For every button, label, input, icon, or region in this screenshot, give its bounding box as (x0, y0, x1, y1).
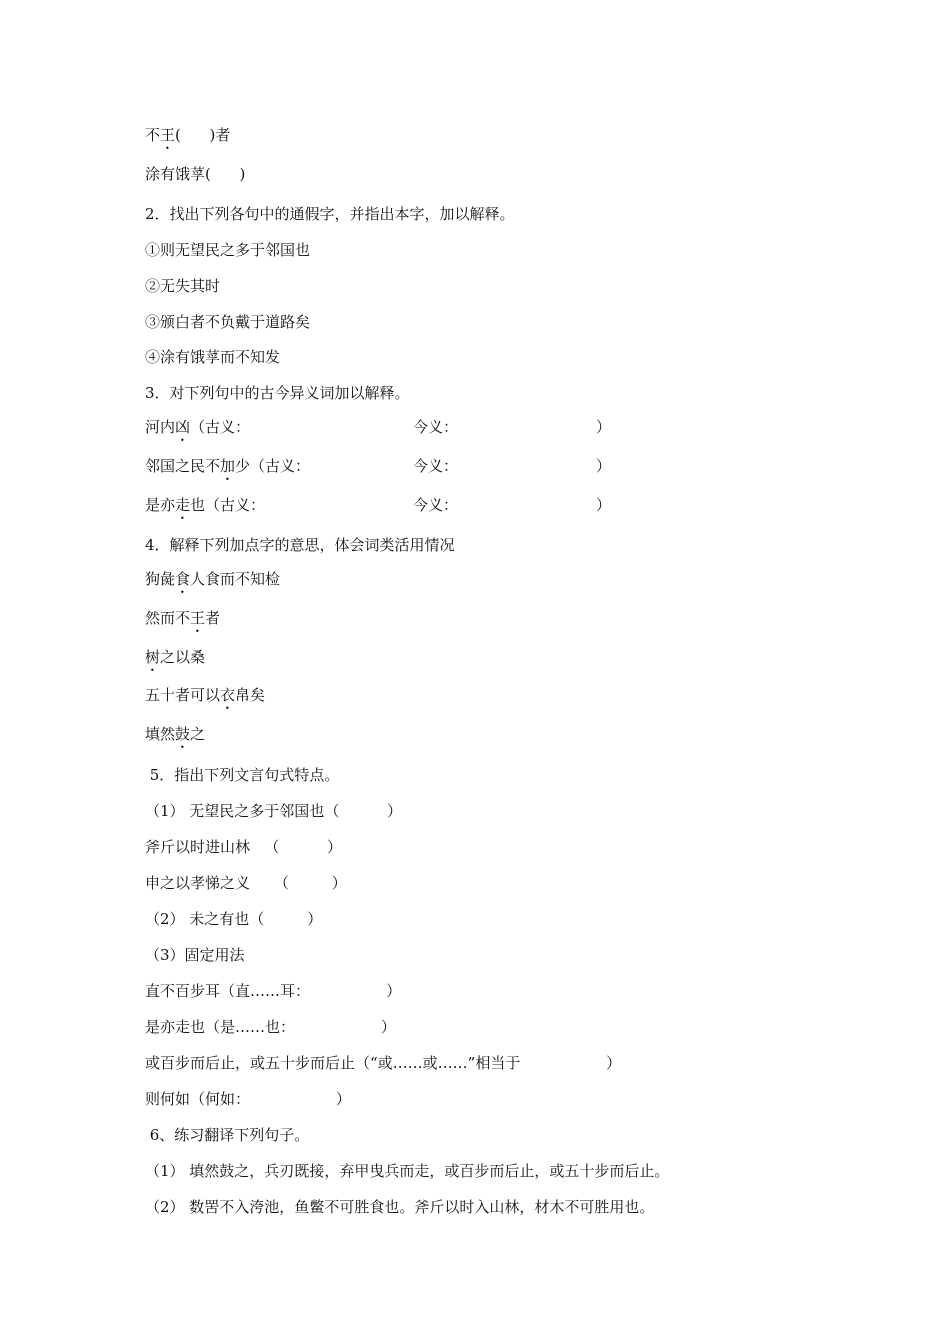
dotted-char: 树 (145, 648, 161, 666)
sentence-pattern-line: （2） 未之有也（ ） (145, 910, 323, 928)
section-3-heading: 3．对下列句中的古今异义词加以解释。 (145, 384, 410, 402)
text-segment: 然而不 (145, 609, 191, 627)
section-5-heading: 5．指出下列文言句式特点。 (145, 766, 340, 784)
text-segment: 是亦 (145, 496, 176, 514)
gujin-row (145, 495, 265, 523)
text-segment: 五十者可以 (145, 686, 221, 704)
text-segment: 之以桑 (160, 648, 206, 666)
text-segment: 也（古义： (190, 496, 266, 514)
dotted-char: 衣 (220, 686, 236, 704)
section-2-heading: 2．找出下列各句中的通假字，并指出本字，加以解释。 (145, 205, 515, 223)
huoyong-row (145, 685, 265, 713)
line-buwang (145, 125, 230, 153)
section-4-heading: 4．解释下列加点字的意思，体会词类活用情况 (145, 536, 455, 554)
line-tuyou: 涂有饿莩( ) (145, 165, 246, 183)
text-segment: （古义： (190, 418, 251, 436)
list-item: ④涂有饿莩而不知发 (145, 348, 281, 366)
sentence-pattern-line: 或百步而后止，或五十步而后止（“或……或……”相当于 ） (145, 1054, 622, 1072)
list-item: ①则无望民之多于邻国也 (145, 241, 311, 259)
huoyong-row (145, 569, 280, 597)
text-segment: 者 (205, 609, 221, 627)
gujin-row (145, 456, 310, 484)
dotted-char: 王 (160, 126, 176, 144)
text-segment: 邻国之民不 (145, 457, 221, 475)
text-segment: 之 (190, 725, 206, 743)
huoyong-row (145, 724, 205, 752)
close-paren: ） (596, 418, 612, 436)
today-meaning-label: 今义： (413, 457, 459, 475)
translation-line: （1） 填然鼓之，兵刃既接，弃甲曳兵而走，或百步而后止，或五十步而后止。 (145, 1162, 670, 1180)
today-meaning-label: 今义： (413, 496, 459, 514)
sentence-pattern-line: 申之以孝悌之义 （ ） (145, 874, 347, 892)
huoyong-row (145, 647, 205, 675)
sentence-pattern-line: 则何如（何如： ） (145, 1090, 351, 1108)
section-6-heading: 6、练习翻译下列句子。 (145, 1126, 310, 1144)
close-paren: ） (596, 496, 612, 514)
text-segment: 人食而不知检 (190, 570, 281, 588)
text-segment: 填然 (145, 725, 176, 743)
list-item: ③颁白者不负戴于道路矣 (145, 313, 311, 331)
dotted-char: 王 (190, 609, 206, 627)
huoyong-row (145, 608, 220, 636)
text-segment: 狗彘 (145, 570, 176, 588)
text-segment: 帛矣 (235, 686, 266, 704)
dotted-char: 加 (220, 457, 236, 475)
text-segment: 河内 (145, 418, 176, 436)
sentence-pattern-line: （1） 无望民之多于邻国也（ ） (145, 802, 402, 820)
text-segment: 少（古义： (235, 457, 311, 475)
sentence-pattern-line: 直不百步耳（直……耳： ） (145, 982, 402, 1000)
gujin-row (145, 417, 250, 445)
text-segment: 不 (145, 126, 161, 144)
sentence-pattern-line: 是亦走也（是……也： ） (145, 1018, 396, 1036)
close-paren: ） (596, 457, 612, 475)
list-item: ②无失其时 (145, 277, 221, 295)
translation-line: （2） 数罟不入洿池，鱼鳖不可胜食也。斧斤以时入山林，材木不可胜用也。 (145, 1198, 655, 1216)
today-meaning-label: 今义： (413, 418, 459, 436)
dotted-char: 鼓 (175, 725, 191, 743)
sentence-pattern-line: （3）固定用法 (145, 946, 245, 964)
dotted-char: 凶 (175, 418, 191, 436)
dotted-char: 食 (175, 570, 191, 588)
text-segment: ( )者 (175, 126, 231, 144)
sentence-pattern-line: 斧斤以时进山林 （ ） (145, 838, 342, 856)
dotted-char: 走 (175, 496, 191, 514)
